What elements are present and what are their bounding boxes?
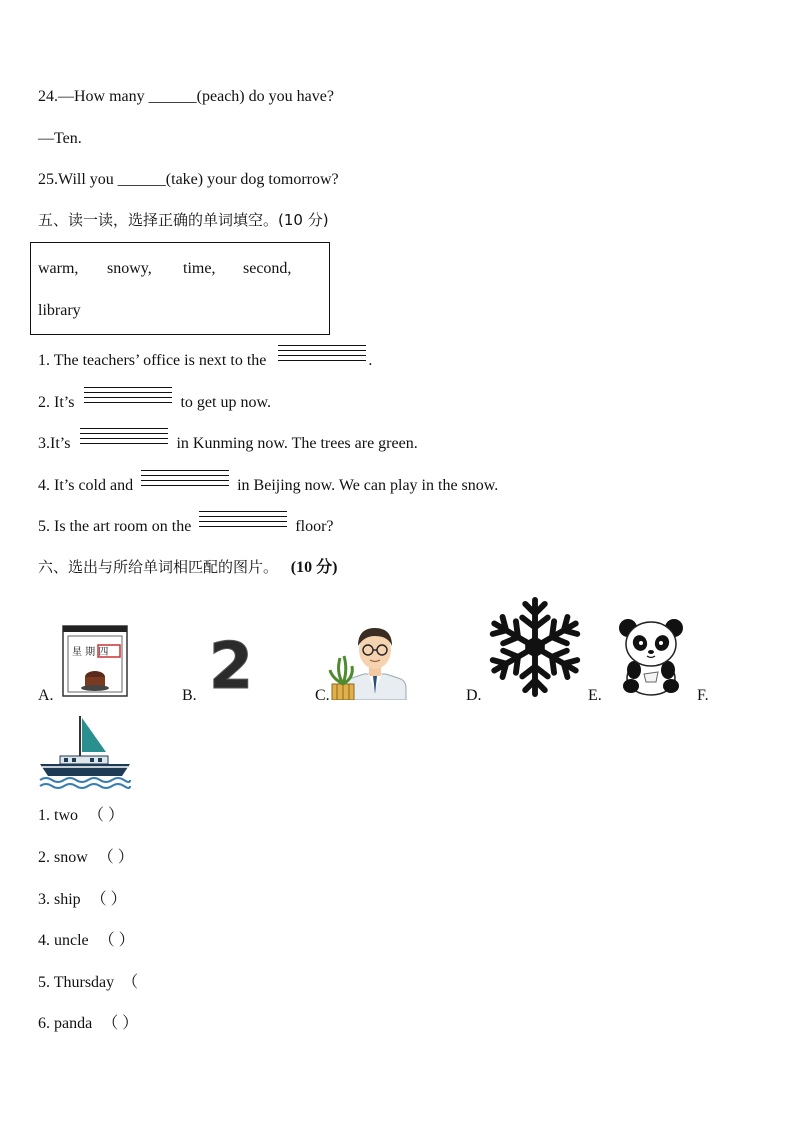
s5-item-2 xyxy=(38,393,271,413)
answer-blank[interactable] xyxy=(80,436,168,452)
s6-word: 2. snow xyxy=(38,849,88,866)
s5-item-text: 2. It’s xyxy=(38,394,75,411)
word-bank-item: warm, xyxy=(38,260,79,277)
s5-item-3 xyxy=(38,434,418,454)
section-5-title: 五、读一读，选择正确的单词填空。(10 分) xyxy=(38,211,329,229)
answer-parentheses[interactable]: （ ） xyxy=(90,891,127,908)
answer-parentheses[interactable]: （ ） xyxy=(98,932,135,949)
s5-item-text: 3.It’s xyxy=(38,435,71,452)
word-bank-item: time, xyxy=(183,260,216,277)
q24-answer: —Ten. xyxy=(38,130,82,147)
answer-parentheses[interactable]: （ ） xyxy=(102,1015,139,1032)
answer-parentheses[interactable]: （ xyxy=(122,974,139,991)
s5-item-text: . xyxy=(368,352,373,369)
word-bank xyxy=(30,242,330,335)
s5-item-text: floor? xyxy=(295,518,334,535)
question-24 xyxy=(38,87,334,107)
answer-blank[interactable] xyxy=(141,478,229,494)
q24-prefix: 24.—How many xyxy=(38,88,145,105)
section-6-title xyxy=(38,557,337,578)
answer-parentheses[interactable]: （ ） xyxy=(97,849,134,866)
answer-parentheses[interactable]: （ ） xyxy=(88,807,125,824)
calendar-text: 星 期 四 xyxy=(72,647,109,658)
option-e-label: E. xyxy=(588,687,602,704)
s5-item-text: 5. Is the art room on the xyxy=(38,518,192,535)
q24-suffix: (peach) do you have? xyxy=(196,88,334,105)
s5-item-text: 4. It’s cold and xyxy=(38,477,134,494)
s6-word: 6. panda xyxy=(38,1015,93,1032)
option-a-label: A. xyxy=(38,687,54,704)
word-bank-item: library xyxy=(38,302,81,319)
snowflake-icon[interactable] xyxy=(486,594,584,700)
s5-item-1 xyxy=(38,351,372,371)
number-two-icon[interactable] xyxy=(203,632,259,694)
s6-word: 3. ship xyxy=(38,891,81,908)
answer-blank[interactable] xyxy=(84,395,172,411)
section-6-score: (10 分) xyxy=(290,559,338,576)
answer-blank[interactable] xyxy=(278,353,366,369)
word-bank-item: second, xyxy=(243,260,292,277)
s6-item-6 xyxy=(38,1014,138,1034)
calendar-icon[interactable] xyxy=(62,622,128,700)
s6-item-1 xyxy=(38,806,124,826)
s6-item-3 xyxy=(38,890,127,910)
uncle-icon[interactable] xyxy=(328,618,412,700)
q25-blank[interactable]: ______ xyxy=(117,171,166,188)
s5-item-text: in Beijing now. We can play in the snow. xyxy=(237,477,499,494)
s6-item-5 xyxy=(38,973,138,993)
s5-item-text: 1. The teachers’ office is next to the xyxy=(38,352,267,369)
s5-item-text: in Kunming now. The trees are green. xyxy=(176,435,418,452)
s6-word: 4. uncle xyxy=(38,932,89,949)
option-b-label: B. xyxy=(182,687,197,704)
question-25 xyxy=(38,170,339,190)
s5-item-4 xyxy=(38,476,498,496)
option-d-label: D. xyxy=(466,687,482,704)
section-6-title-text: 六、选出与所给单词相匹配的图片。 xyxy=(38,558,279,576)
word-bank-item: snowy, xyxy=(107,260,152,277)
s6-word: 5. Thursday xyxy=(38,974,115,991)
s5-item-5 xyxy=(38,517,334,537)
s5-item-text: to get up now. xyxy=(180,394,271,411)
s6-item-4 xyxy=(38,931,135,951)
q25-prefix: 25.Will you xyxy=(38,171,114,188)
panda-icon[interactable] xyxy=(618,616,684,696)
q24-blank[interactable]: ______ xyxy=(148,88,197,105)
s6-word: 1. two xyxy=(38,807,78,824)
ship-icon[interactable] xyxy=(38,714,132,790)
q25-suffix: (take) your dog tomorrow? xyxy=(165,171,339,188)
digit-text: 2 xyxy=(208,632,254,694)
answer-blank[interactable] xyxy=(199,519,287,535)
option-f-label: F. xyxy=(697,687,709,704)
s6-item-2 xyxy=(38,848,134,868)
option-c-label: C. xyxy=(315,687,330,704)
